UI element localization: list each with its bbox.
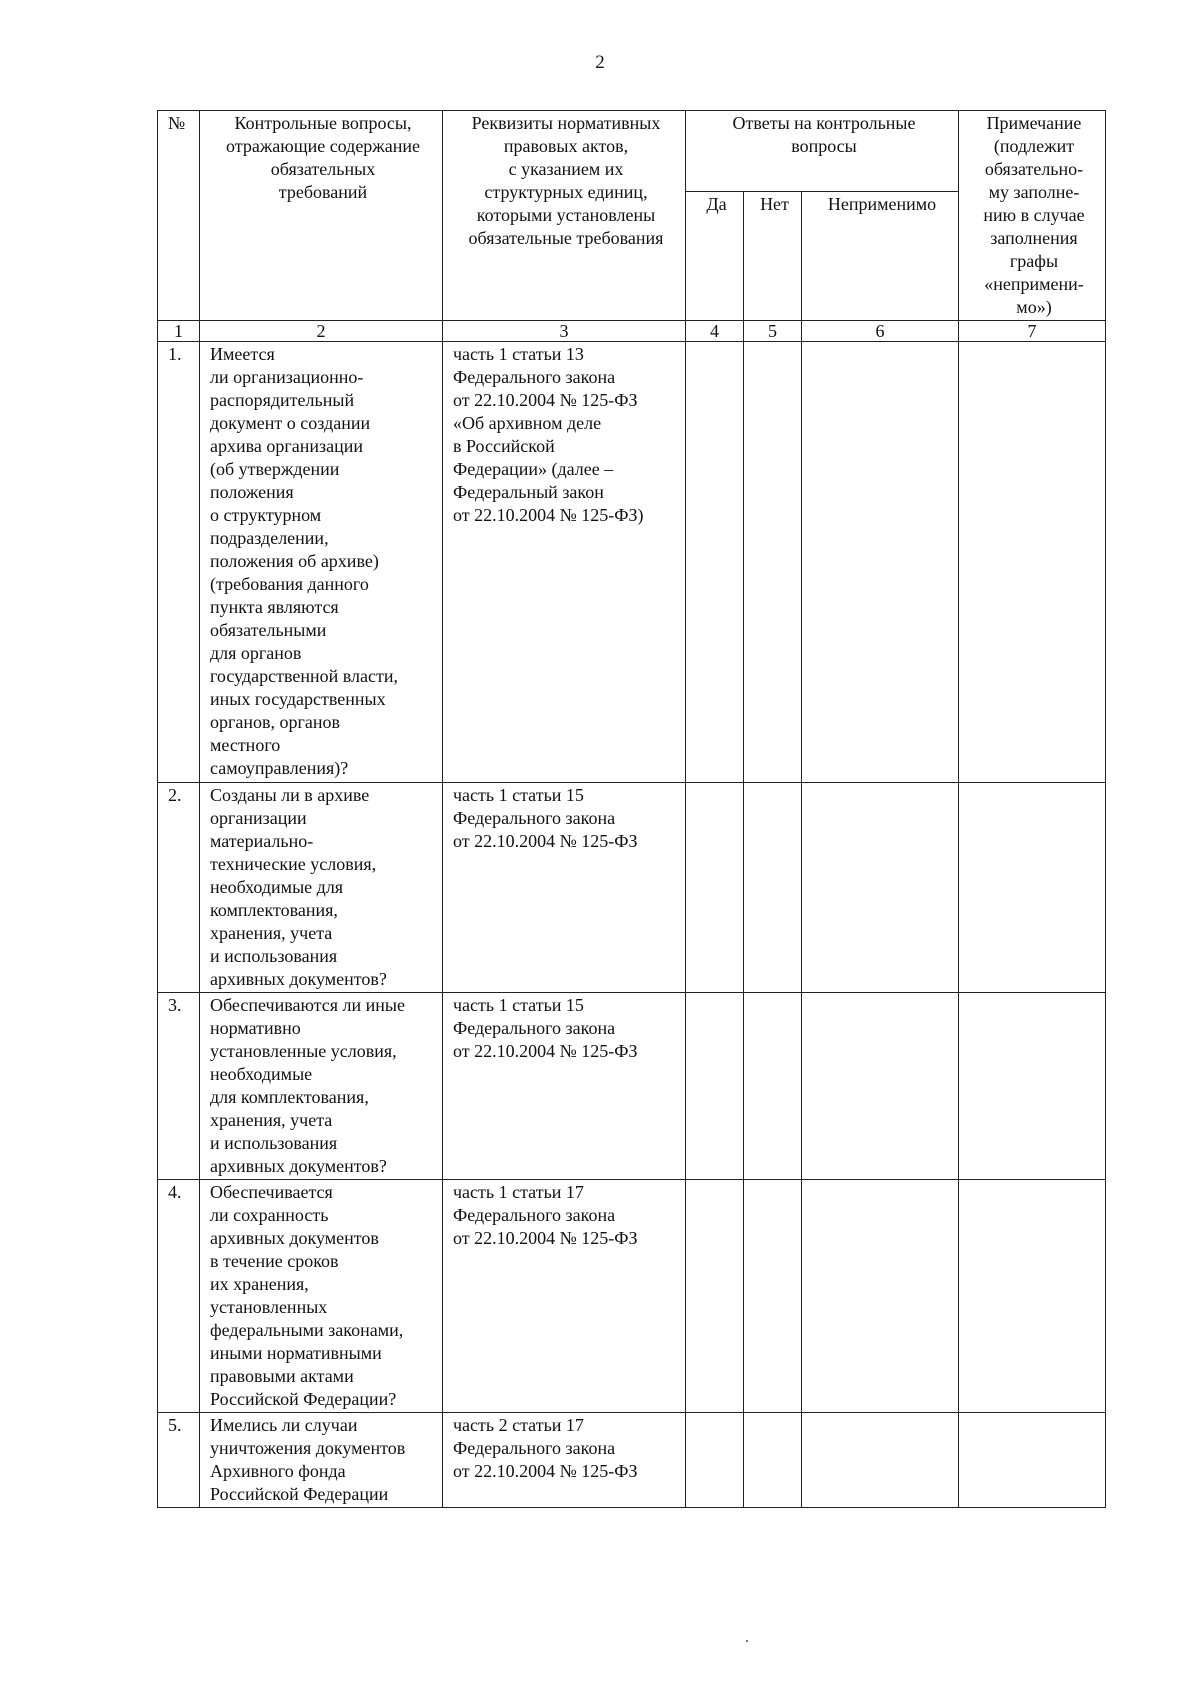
column-numbers-row: [158, 321, 1106, 342]
scan-speck: [746, 1640, 748, 1642]
row-number: 3.: [158, 993, 200, 1180]
column-number: 4: [686, 321, 744, 342]
column-number: 3: [443, 321, 686, 342]
table-row: [158, 993, 1106, 1180]
answer-not-applicable-cell: [802, 342, 959, 783]
answer-no-cell: [744, 342, 802, 783]
answer-yes-cell: [686, 783, 744, 993]
answer-no-cell: [744, 993, 802, 1180]
column-number: 2: [200, 321, 443, 342]
note-cell: [959, 1180, 1106, 1413]
header-requisites: Реквизиты нормативных правовых актов, с указанием их структурных единиц, которыми установлены обязательные требования: [443, 111, 686, 321]
answer-no-cell: [744, 1413, 802, 1508]
table-row: [158, 783, 1106, 993]
row-question: Имеется ли организационно- распорядительный документ о создании архива организации (об утверждении положения о структурном подразделении, положения об архиве) (требования данного пункта являются обязательными для органов государственной власти, иных государственных органов, органов местного самоуправления)?: [200, 342, 443, 783]
row-question: Созданы ли в архиве организации материально- технические условия, необходимые для комплектования, хранения, учета и использования архивных документов?: [200, 783, 443, 993]
column-number: 1: [158, 321, 200, 342]
row-number: 2.: [158, 783, 200, 993]
header-num: №: [158, 111, 200, 321]
row-question: Обеспечиваются ли иные нормативно установленные условия, необходимые для комплектования, хранения, учета и использования архивных документов?: [200, 993, 443, 1180]
answer-yes-cell: [686, 1413, 744, 1508]
answer-not-applicable-cell: [802, 1413, 959, 1508]
page-number: 2: [595, 52, 605, 73]
row-requisites: часть 1 статьи 15 Федерального закона от 22.10.2004 № 125-ФЗ: [443, 783, 686, 993]
answer-yes-cell: [686, 1180, 744, 1413]
note-cell: [959, 1413, 1106, 1508]
table-row: [158, 342, 1106, 783]
row-requisites: часть 2 статьи 17 Федерального закона от 22.10.2004 № 125-ФЗ: [443, 1413, 686, 1508]
row-requisites: часть 1 статьи 13 Федерального закона от 22.10.2004 № 125-ФЗ «Об архивном деле в Российской Федерации» (далее – Федеральный закон от 22.10.2004 № 125-ФЗ): [443, 342, 686, 783]
row-number: 1.: [158, 342, 200, 783]
answer-not-applicable-cell: [802, 783, 959, 993]
row-question: Имелись ли случаи уничтожения документов Архивного фонда Российской Федерации: [200, 1413, 443, 1508]
note-cell: [959, 993, 1106, 1180]
header-not-applicable: Неприменимо: [802, 191, 959, 320]
answer-yes-cell: [686, 993, 744, 1180]
answer-not-applicable-cell: [802, 1180, 959, 1413]
row-question: Обеспечивается ли сохранность архивных документов в течение сроков их хранения, установленных федеральными законами, иными нормативными правовыми актами Российской Федерации?: [200, 1180, 443, 1413]
column-number: 6: [802, 321, 959, 342]
header-no: Нет: [744, 191, 802, 320]
header-question: Контрольные вопросы, отражающие содержание обязательных требований: [200, 111, 443, 321]
header-row: [158, 111, 1106, 192]
column-number: 5: [744, 321, 802, 342]
answer-yes-cell: [686, 342, 744, 783]
answer-not-applicable-cell: [802, 993, 959, 1180]
header-note: Примечание (подлежит обязательно- му заполне- нию в случае заполнения графы «непримени- мо»): [959, 111, 1106, 321]
note-cell: [959, 342, 1106, 783]
row-number: 5.: [158, 1413, 200, 1508]
column-number: 7: [959, 321, 1106, 342]
checklist-table: [157, 110, 1106, 1508]
answer-no-cell: [744, 1180, 802, 1413]
row-requisites: часть 1 статьи 15 Федерального закона от 22.10.2004 № 125-ФЗ: [443, 993, 686, 1180]
answer-no-cell: [744, 783, 802, 993]
table-row: [158, 1180, 1106, 1413]
note-cell: [959, 783, 1106, 993]
row-requisites: часть 1 статьи 17 Федерального закона от 22.10.2004 № 125-ФЗ: [443, 1180, 686, 1413]
header-yes: Да: [686, 191, 744, 320]
header-answers-group: Ответы на контрольные вопросы: [686, 111, 959, 192]
table-row: [158, 1413, 1106, 1508]
row-number: 4.: [158, 1180, 200, 1413]
